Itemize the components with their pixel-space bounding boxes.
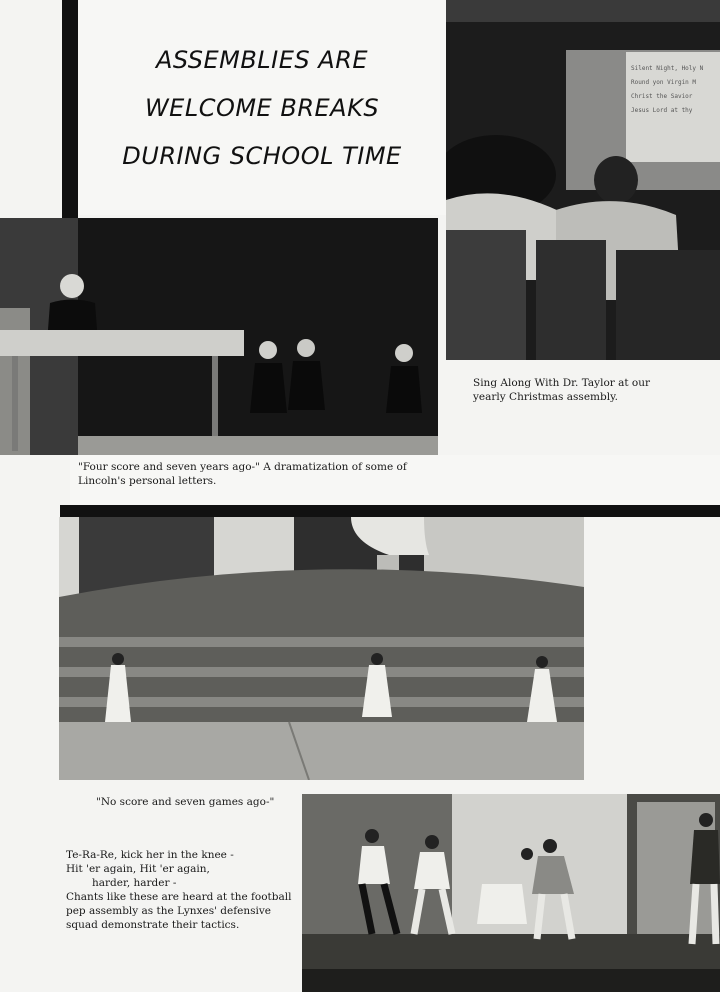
chant-line-2: Hit 'er again, Hit 'er again, — [66, 863, 210, 875]
title-line-2: WELCOME BREAKS — [144, 93, 380, 122]
christmas-caption-line-1: Sing Along With Dr. Taylor at our — [473, 377, 651, 389]
title-line-3: DURING SCHOOL TIME — [122, 141, 402, 170]
christmas-caption — [473, 376, 650, 404]
chant-line-5: pep assembly as the Lynxes' defensive — [66, 905, 271, 917]
games-caption: "No score and seven games ago-" — [96, 796, 275, 808]
chant-caption — [66, 848, 291, 932]
page-title — [78, 0, 446, 215]
screen-line-4: Jesus Lord at thy — [631, 107, 693, 114]
lincoln-caption-line-1: "Four score and seven years ago-" A dramatization of some of — [78, 461, 407, 473]
photo-lincoln-dramatization — [0, 218, 438, 455]
section-divider — [60, 505, 720, 517]
lincoln-caption — [78, 460, 407, 488]
chant-line-3: harder, harder - — [92, 877, 177, 889]
christmas-photo-art — [446, 0, 720, 360]
christmas-caption-line-2: yearly Christmas assembly. — [473, 391, 618, 403]
chant-line-6: squad demonstrate their tactics. — [66, 919, 240, 931]
photo-gym-assembly — [59, 517, 584, 780]
left-border — [62, 0, 78, 218]
title-line-1: ASSEMBLIES ARE — [155, 45, 369, 74]
gym-photo-art — [59, 517, 584, 780]
photo-pep-assembly — [302, 794, 720, 992]
lincoln-photo-art — [0, 218, 438, 455]
lincoln-caption-line-2: Lincoln's personal letters. — [78, 475, 217, 487]
photo-christmas-assembly — [446, 0, 720, 360]
screen-line-3: Christ the Savior — [631, 93, 693, 100]
screen-line-2: Round yon Virgin M — [631, 79, 697, 86]
screen-line-1: Silent Night, Holy N — [631, 65, 704, 72]
chant-line-1: Te-Ra-Re, kick her in the knee - — [66, 849, 234, 861]
chant-line-4: Chants like these are heard at the football — [66, 891, 292, 903]
pep-photo-art — [302, 794, 720, 992]
